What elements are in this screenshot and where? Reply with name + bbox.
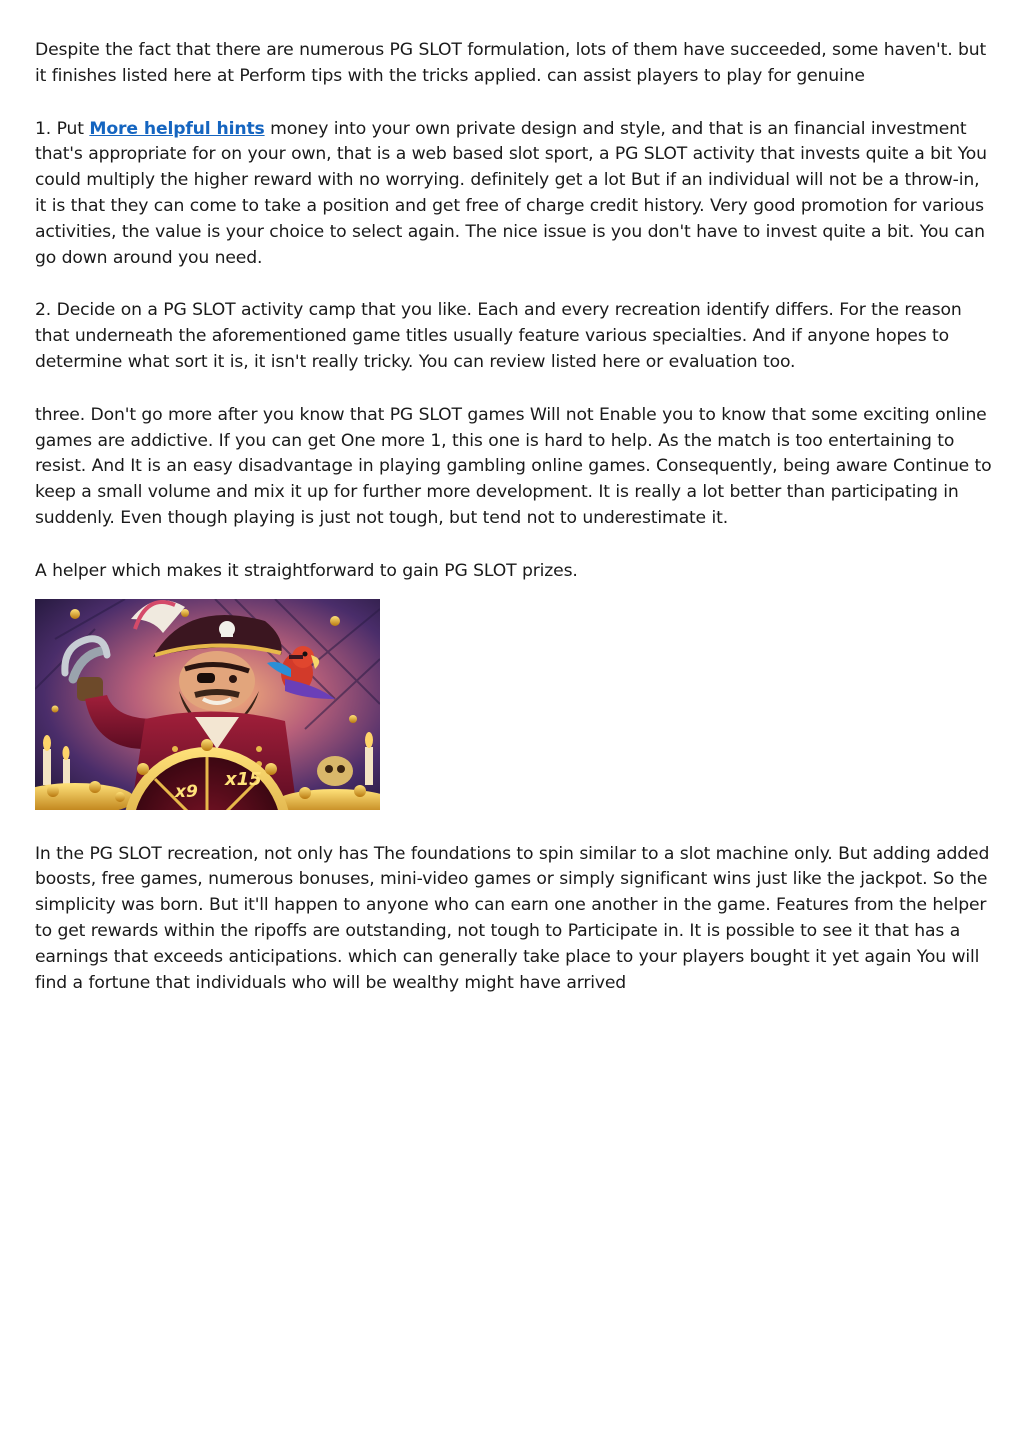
document-body	[35, 38, 995, 1023]
paragraph-tip-2: 2. Decide on a PG SLOT activity camp that you like. Each and every recreation identify differs. For the reason that underneath the aforementioned game titles usually feature various specialties. And if anyone hopes to determine what sort it is, it isn't really tricky. You can review listed here or evaluation too.	[35, 300, 962, 372]
multiplier-x9-label: x9	[175, 781, 198, 802]
paragraph-intro: Despite the fact that there are numerous PG SLOT formulation, lots of them have succeeded, some haven't. but it finishes listed here at Perform tips with the tricks applied. can assist players to play for genuine	[35, 40, 987, 86]
tip-1-body: money into your own private design and style, and that is an financial investment that's appropriate for on your own, that is a web based slot sport, a PG SLOT activity that invests quite a bit You could multiply the higher reward with no worrying. definitely get a lot But if an individual will not be a throw-in, it is that they can come to take a position and get free of charge credit history. Very good promotion for various activities, the value is your choice to select again. The nice issue is you don't have to invest quite a bit. You can go down around you need.	[35, 118, 987, 268]
paragraph-tip-3: three. Don't go more after you know that PG SLOT games Will not Enable you to know that some exciting online games are addictive. If you can get One more 1, this one is hard to help. As the match is too entertaining to resist. And It is an easy disadvantage in playing gambling online games. Consequently, being aware Continue to keep a small volume and mix it up for further more development. It is really a lot better than participating in suddenly. Even though playing is just not tough, but tend not to underestimate it.	[35, 404, 992, 528]
tip-1-prefix: 1. Put	[35, 118, 90, 139]
pirate-illustration	[35, 599, 380, 810]
paragraph-helper-heading: A helper which makes it straightforward to gain PG SLOT prizes.	[35, 560, 578, 581]
pirate-slot-game-image	[35, 599, 380, 810]
paragraph-game-features: In the PG SLOT recreation, not only has The foundations to spin similar to a slot machine only. But adding added boosts, free games, numerous bonuses, mini-video games or simply significant wins just like the jackpot. So the simplicity was born. But it'll happen to anyone who can earn one another in the game. Features from the helper to get rewards within the ripoffs are outstanding, not tough to Participate in. It is possible to see it that has a earnings that exceeds anticipations. which can generally take place to your players bought it yet again You will find a fortune that individuals who will be wealthy might have arrived	[35, 843, 990, 993]
paragraph-tip-1	[35, 117, 995, 272]
multiplier-x15-label: x15	[225, 768, 262, 790]
more-helpful-hints-link[interactable]: More helpful hints	[89, 118, 265, 139]
